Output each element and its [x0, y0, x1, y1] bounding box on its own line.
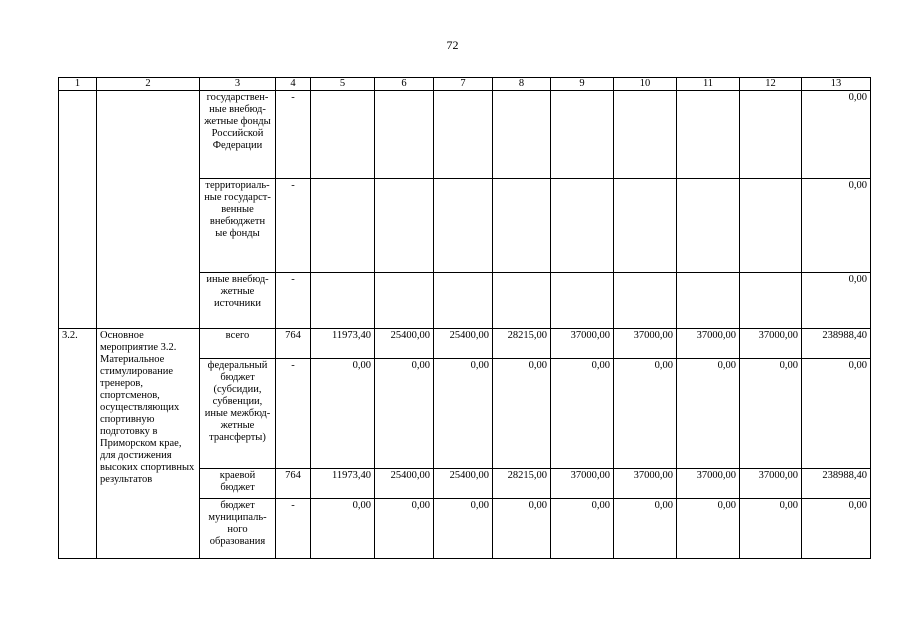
col-header: 5 — [311, 78, 375, 91]
funding-source: всего — [200, 329, 276, 359]
col-header: 10 — [614, 78, 677, 91]
cell-empty — [375, 91, 434, 179]
cell-empty — [434, 179, 493, 273]
cell-empty — [493, 91, 551, 179]
cell-value: 37000,00 — [677, 469, 740, 499]
cell-empty — [614, 91, 677, 179]
cell-value: 37000,00 — [551, 329, 614, 359]
cell-empty — [740, 91, 802, 179]
col-header: 3 — [200, 78, 276, 91]
cell-empty — [677, 91, 740, 179]
cell-empty — [375, 273, 434, 329]
cell-empty — [311, 179, 375, 273]
cell-total: 0,00 — [802, 273, 871, 329]
cell-total: 0,00 — [802, 91, 871, 179]
cell-value: 0,00 — [375, 359, 434, 469]
funding-source: бюджет муниципаль-ного образования — [200, 499, 276, 559]
col-header: 1 — [59, 78, 97, 91]
funding-source: территориаль-ные государст-венные внебюджетн ые фонды — [200, 179, 276, 273]
cell-empty — [311, 273, 375, 329]
cell-empty — [493, 179, 551, 273]
col-header: 2 — [97, 78, 200, 91]
col-header: 6 — [375, 78, 434, 91]
cell-value: 37000,00 — [551, 469, 614, 499]
funding-source: государствен-ные внебюд-жетные фонды Российской Федерации — [200, 91, 276, 179]
cell-value: 0,00 — [551, 359, 614, 469]
header-row — [59, 78, 871, 91]
cell-value: 28215,00 — [493, 469, 551, 499]
cell-empty — [311, 91, 375, 179]
table-row — [59, 329, 871, 359]
cell-c4: 764 — [276, 329, 311, 359]
cell-value: 25400,00 — [375, 329, 434, 359]
col-header: 12 — [740, 78, 802, 91]
col-header: 11 — [677, 78, 740, 91]
cell-total: 238988,40 — [802, 469, 871, 499]
cell-value: 0,00 — [677, 359, 740, 469]
budget-table — [58, 77, 871, 559]
cell-value: 37000,00 — [677, 329, 740, 359]
funding-source: краевой бюджет — [200, 469, 276, 499]
cell-value: 25400,00 — [434, 329, 493, 359]
cell-empty — [434, 91, 493, 179]
cell-empty — [551, 91, 614, 179]
cell-empty — [677, 273, 740, 329]
table-row — [59, 91, 871, 179]
cell-value: 11973,40 — [311, 469, 375, 499]
cell-value: 0,00 — [677, 499, 740, 559]
col-header: 4 — [276, 78, 311, 91]
cell-empty — [375, 179, 434, 273]
cell-empty — [740, 273, 802, 329]
cell-empty — [551, 273, 614, 329]
cell-value: 0,00 — [311, 499, 375, 559]
col-header: 13 — [802, 78, 871, 91]
cell-value: 37000,00 — [614, 469, 677, 499]
cell-value: 0,00 — [551, 499, 614, 559]
cell-c4: - — [276, 273, 311, 329]
cell-empty — [97, 91, 200, 329]
cell-value: 0,00 — [375, 499, 434, 559]
funding-source: иные внебюд-жетные источники — [200, 273, 276, 329]
col-header: 9 — [551, 78, 614, 91]
cell-c4: - — [276, 179, 311, 273]
cell-value: 37000,00 — [740, 469, 802, 499]
cell-empty — [740, 179, 802, 273]
cell-value: 25400,00 — [434, 469, 493, 499]
cell-value: 0,00 — [740, 359, 802, 469]
cell-value: 0,00 — [614, 359, 677, 469]
cell-c4: - — [276, 91, 311, 179]
cell-empty — [614, 273, 677, 329]
cell-value: 28215,00 — [493, 329, 551, 359]
cell-empty — [614, 179, 677, 273]
cell-c4: 764 — [276, 469, 311, 499]
measure-name: Основное мероприятие 3.2. Материальное стимулирование тренеров, спортсменов, осуществляющих спортивную подготовку в Приморском крае, для достижения высоких спортивных результатов — [97, 329, 200, 559]
cell-value: 0,00 — [493, 359, 551, 469]
cell-total: 0,00 — [802, 179, 871, 273]
cell-empty — [677, 179, 740, 273]
cell-value: 11973,40 — [311, 329, 375, 359]
page-number: 72 — [446, 38, 459, 52]
cell-value: 37000,00 — [740, 329, 802, 359]
cell-c4: - — [276, 499, 311, 559]
col-header: 8 — [493, 78, 551, 91]
cell-empty — [434, 273, 493, 329]
funding-source: федеральный бюджет (субсидии, субвенции, иные межбюд-жетные трансферты) — [200, 359, 276, 469]
cell-value: 0,00 — [614, 499, 677, 559]
cell-value: 0,00 — [493, 499, 551, 559]
cell-empty — [551, 179, 614, 273]
cell-value: 25400,00 — [375, 469, 434, 499]
cell-value: 0,00 — [311, 359, 375, 469]
cell-total: 0,00 — [802, 499, 871, 559]
cell-empty — [59, 91, 97, 329]
cell-empty — [493, 273, 551, 329]
cell-value: 0,00 — [434, 499, 493, 559]
col-header: 7 — [434, 78, 493, 91]
cell-c4: - — [276, 359, 311, 469]
cell-total: 238988,40 — [802, 329, 871, 359]
cell-total: 0,00 — [802, 359, 871, 469]
cell-value: 0,00 — [434, 359, 493, 469]
cell-value: 0,00 — [740, 499, 802, 559]
measure-number: 3.2. — [59, 329, 97, 559]
cell-value: 37000,00 — [614, 329, 677, 359]
